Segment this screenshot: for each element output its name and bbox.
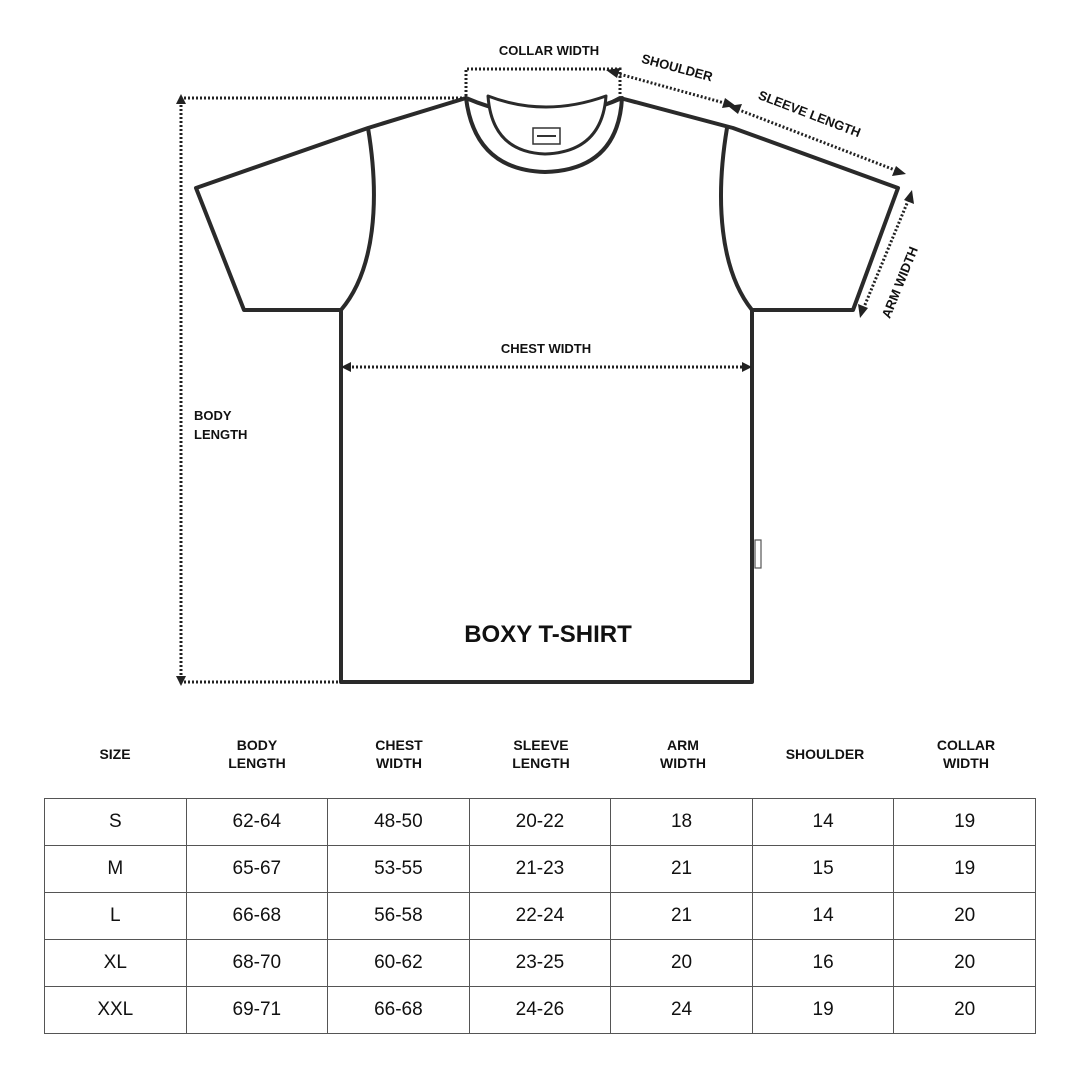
table-cell-arm-width: 18 [611, 799, 753, 846]
table-cell-arm-width: 24 [611, 987, 753, 1034]
side-tag-icon [755, 540, 761, 568]
table-cell-arm-width: 21 [611, 893, 753, 940]
header-shoulder: SHOULDER [785, 746, 865, 762]
table-cell-shoulder: 16 [752, 940, 894, 987]
table-cell-sleeve-length: 24-26 [469, 987, 611, 1034]
table-cell-arm-width: 21 [611, 846, 753, 893]
table-cell-collar-width: 20 [894, 940, 1036, 987]
table-cell-shoulder: 14 [752, 893, 894, 940]
table-cell-collar-width: 19 [894, 799, 1036, 846]
table-cell-size: XXL [45, 987, 187, 1034]
table-cell-sleeve-length: 21-23 [469, 846, 611, 893]
table-row [45, 799, 1036, 846]
table-cell-size: XL [45, 940, 187, 987]
table-row [45, 940, 1036, 987]
table-cell-body-length: 65-67 [186, 846, 328, 893]
size-chart-table [44, 798, 1036, 1034]
arm-width-label: ARM WIDTH [878, 244, 921, 321]
table-cell-body-length: 69-71 [186, 987, 328, 1034]
product-title: BOXY T-SHIRT [464, 621, 632, 648]
header-body-length: BODY LENGTH [228, 737, 286, 771]
table-cell-sleeve-length: 20-22 [469, 799, 611, 846]
table-cell-chest-width: 53-55 [328, 846, 470, 893]
collar-width-dimension [466, 43, 620, 96]
collar-width-label: COLLAR WIDTH [498, 43, 600, 58]
header-chest-width: CHEST WIDTH [375, 737, 423, 771]
table-cell-body-length: 66-68 [186, 893, 328, 940]
table-cell-collar-width: 20 [894, 987, 1036, 1034]
table-cell-sleeve-length: 23-25 [469, 940, 611, 987]
table-row [45, 893, 1036, 940]
table-cell-size: L [45, 893, 187, 940]
table-cell-sleeve-length: 22-24 [469, 893, 611, 940]
header-sleeve-length: SLEEVE LENGTH [512, 737, 570, 771]
table-cell-chest-width: 60-62 [328, 940, 470, 987]
table-cell-chest-width: 48-50 [328, 799, 470, 846]
table-row [45, 846, 1036, 893]
header-arm-width: ARM WIDTH [660, 737, 706, 771]
table-cell-body-length: 62-64 [186, 799, 328, 846]
table-cell-shoulder: 14 [752, 799, 894, 846]
table-row [45, 987, 1036, 1034]
header-collar-width: COLLAR WIDTH [936, 737, 996, 771]
table-cell-chest-width: 56-58 [328, 893, 470, 940]
header-size: SIZE [99, 746, 131, 762]
table-cell-size: S [45, 799, 187, 846]
table-cell-chest-width: 66-68 [328, 987, 470, 1034]
body-length-label-line1: BODY [194, 408, 232, 423]
chest-width-label: CHEST WIDTH [500, 341, 592, 356]
sleeve-length-label: SLEEVE LENGTH [756, 87, 863, 141]
table-cell-shoulder: 19 [752, 987, 894, 1034]
table-cell-size: M [45, 846, 187, 893]
shoulder-label: SHOULDER [639, 50, 715, 85]
table-cell-collar-width: 19 [894, 846, 1036, 893]
table-cell-body-length: 68-70 [186, 940, 328, 987]
tshirt-outline [196, 98, 898, 682]
table-cell-collar-width: 20 [894, 893, 1036, 940]
body-length-label-line2: LENGTH [194, 427, 248, 442]
table-cell-shoulder: 15 [752, 846, 894, 893]
table-cell-arm-width: 20 [611, 940, 753, 987]
